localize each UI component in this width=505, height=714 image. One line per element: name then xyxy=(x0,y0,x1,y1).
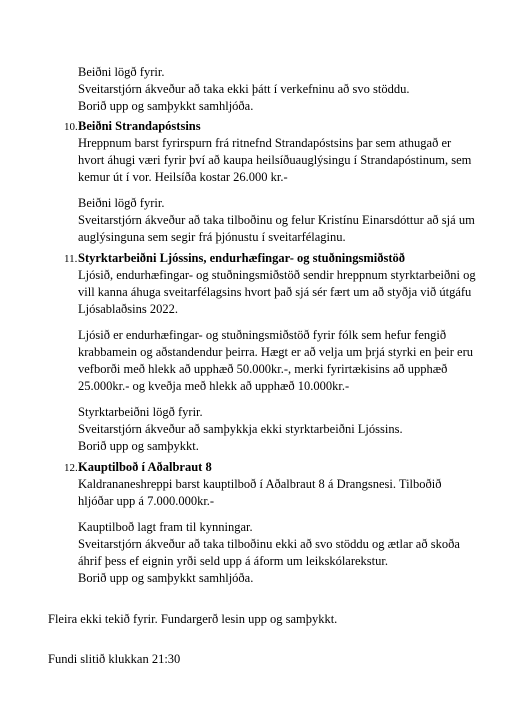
item-title: Styrktarbeiðni Ljóssins, endurhæfingar- og stuðningsmiðstöð xyxy=(78,251,406,265)
item-text: áhrif þess ef eignin yrði seld upp á áform um leikskólarekstur. xyxy=(78,554,388,568)
intro-line: Borið upp og samþykkt samhljóða. xyxy=(78,99,254,113)
item-text: hljóðar upp á 7.000.000kr.- xyxy=(78,494,215,508)
item-text: vefborði með hlekk að upphæð 50.000kr.-, merki fyrirtækisins að upphæð xyxy=(78,362,448,376)
item-text: 25.000kr.- og kveðja með hlekk að upphæð 10.000kr.- xyxy=(78,379,350,393)
item-text: Sveitarstjórn ákveður að samþykkja ekki styrktarbeiðni Ljóssins. xyxy=(78,422,403,436)
item-number: 11. xyxy=(64,253,78,265)
item-title: Kauptilboð í Aðalbraut 8 xyxy=(78,460,212,474)
intro-line: Beiðni lögð fyrir. xyxy=(78,65,165,79)
item-text: krabbamein og aðstandendur þeirra. Hægt er að velja um þrjá styrki en þeir eru xyxy=(78,345,474,359)
item-text: vill kanna áhuga sveitarfélagsins hvort það sjá sér fært um að styðja við útgáfu xyxy=(78,285,472,299)
item-text: Sveitarstjórn ákveður að taka tilboðinu og felur Kristínu Einarsdóttur að sjá um xyxy=(78,213,475,227)
item-title: Beiðni Strandapóstsins xyxy=(78,119,201,133)
item-text: Styrktarbeiðni lögð fyrir. xyxy=(78,405,203,419)
item-text: Kauptilboð lagt fram til kynningar. xyxy=(78,520,253,534)
item-text: auglýsinguna sem segir frá þjónustu í sveitarfélaginu. xyxy=(78,230,346,244)
meeting-end-time: Fundi slitið klukkan 21:30 xyxy=(48,652,181,666)
item-text: Kaldrananeshreppi barst kauptilboð í Aðalbraut 8 á Drangsnesi. Tilboðið xyxy=(78,477,442,491)
item-text: Borið upp og samþykkt. xyxy=(78,439,199,453)
item-number: 12. xyxy=(64,462,78,474)
item-text: hvort áhugi væri fyrir því að kaupa heilsíðuauglýsingu í Strandapóstinum, sem xyxy=(78,153,472,167)
intro-line: Sveitarstjórn ákveður að taka ekki þátt í verkefninu að svo stöddu. xyxy=(78,82,410,96)
item-text: Sveitarstjórn ákveður að taka tilboðinu ekki að svo stöddu og ætlar að skoða xyxy=(78,537,460,551)
item-number: 10. xyxy=(64,121,78,133)
closing-statement: Fleira ekki tekið fyrir. Fundargerð lesin upp og samþykkt. xyxy=(48,612,338,626)
item-text: Ljósið, endurhæfingar- og stuðningsmiðstöð sendir hreppnum styrktarbeiðni og xyxy=(78,268,476,282)
item-text: Hreppnum barst fyrirspurn frá ritnefnd Strandapóstsins þar sem athugað er xyxy=(78,136,452,150)
item-text: Ljósablaðsins 2022. xyxy=(78,302,178,316)
item-text: Beiðni lögð fyrir. xyxy=(78,196,165,210)
item-text: Ljósið er endurhæfingar- og stuðningsmiðstöð fyrir fólk sem hefur fengið xyxy=(78,328,447,342)
item-text: kemur út í vor. Heilsíða kostar 26.000 kr.- xyxy=(78,170,288,184)
item-text: Borið upp og samþykkt samhljóða. xyxy=(78,571,254,585)
